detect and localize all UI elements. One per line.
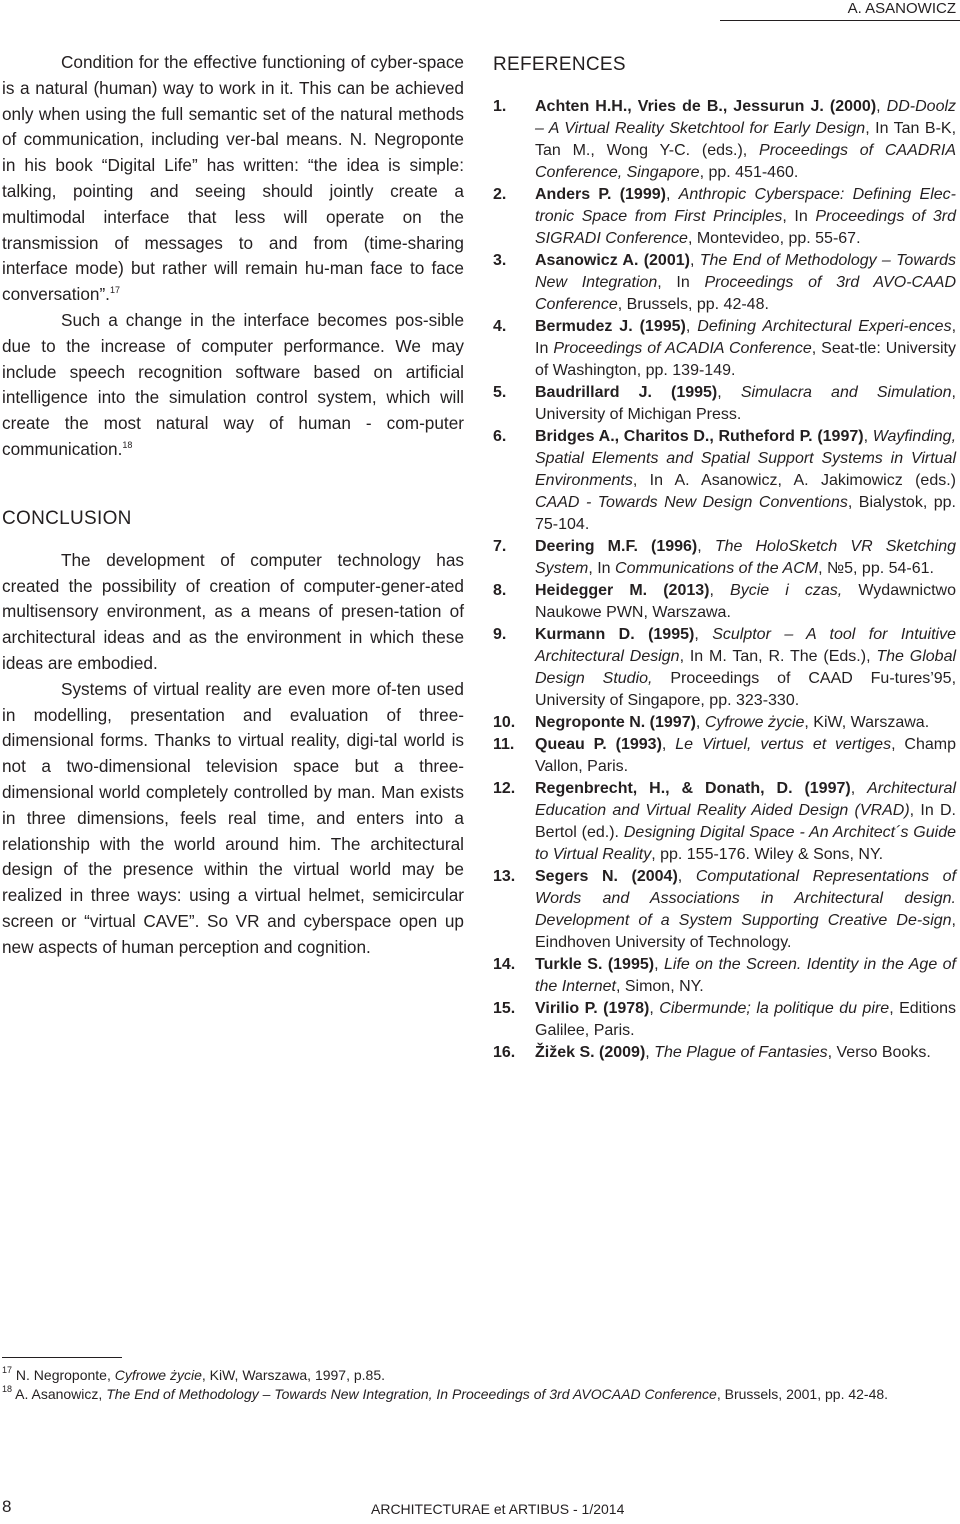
reference-item <box>493 954 956 998</box>
reference-title: Cibermunde; la politique du pire <box>659 1000 890 1017</box>
footnote-ref[interactable]: 18 <box>122 439 133 450</box>
conclusion-heading: CONCLUSION <box>2 507 132 529</box>
reference-separator: , <box>709 582 731 599</box>
reference-item <box>493 1042 956 1064</box>
reference-author: Queau P. <box>535 736 607 753</box>
reference-title: Computational Representations of Words and Associations in Architectural design. Development of a System Supporting Creative De-sign <box>535 868 957 929</box>
reference-source: The Global Design Studio, <box>535 648 957 687</box>
footnote <box>2 1366 956 1385</box>
reference-year: (1995) <box>632 318 686 335</box>
reference-item <box>493 250 956 316</box>
reference-details: , Verso Books. <box>827 1044 931 1061</box>
reference-separator: , <box>665 186 679 203</box>
reference-details: , In <box>782 208 816 225</box>
reference-source: Proceedings of 3rd AVO-CAAD Conference <box>535 274 956 313</box>
reference-item <box>493 96 956 184</box>
reference-number: 10. <box>493 714 516 731</box>
reference-title: Bycie i czas, <box>730 582 843 599</box>
reference-year: (1997) <box>812 428 864 445</box>
reference-item <box>493 580 956 624</box>
reference-separator: , <box>677 868 696 885</box>
reference-details: , Champ Vallon, Paris. <box>535 736 956 775</box>
body-paragraph <box>2 308 464 463</box>
reference-number: 4. <box>493 318 507 335</box>
reference-author: Turkle S. <box>535 956 603 973</box>
reference-title: The Plague of Fantasies <box>654 1044 828 1061</box>
reference-tail: , Brussels, pp. 42-48. <box>617 296 769 313</box>
reference-author: Kurmann D. <box>535 626 635 643</box>
reference-item <box>493 382 956 426</box>
reference-separator: , <box>685 318 698 335</box>
reference-number: 5. <box>493 384 507 401</box>
reference-year: (1995) <box>634 626 695 643</box>
reference-separator: , <box>876 98 887 115</box>
reference-tail: , №5, pp. 54-61. <box>818 560 934 577</box>
reference-title: Life on the Screen. Identity in the Age of the Internet <box>535 956 957 995</box>
reference-details: , In <box>588 560 616 577</box>
reference-details: , In A. Asanowicz, A. Jakimowicz (eds.) <box>632 472 956 489</box>
reference-number: 9. <box>493 626 507 643</box>
footnote-title: The End of Methodology – Towards New Integration, In Proceedings of 3rd AVOCAAD Conference <box>106 1386 717 1402</box>
reference-year: (2004) <box>617 868 678 885</box>
reference-title: Cyfrowe życie <box>704 714 805 731</box>
reference-number: 8. <box>493 582 507 599</box>
footnote-text: N. Negroponte, <box>12 1367 115 1383</box>
references-heading: REFERENCES <box>493 54 626 75</box>
reference-year: (1978) <box>597 1000 650 1017</box>
reference-separator: , <box>645 1044 655 1061</box>
reference-author: Anders P. <box>535 186 612 203</box>
reference-separator: , <box>863 428 873 445</box>
reference-tail: , Montevideo, pp. 55-67. <box>687 230 861 247</box>
reference-item <box>493 998 956 1042</box>
body-paragraph: Systems of virtual reality are even more of-ten used in modelling, presentation and evaluation of three-dimensional forms. Thanks to virtual reality, digi-tal world is not a two-dimensional television space but a three-dimensional world completely controlled by man. Man exists in three dimensions, feels real time, and enters into a relationship with the world around him. The architectural design of the presence within the virtual world may be realized in three ways: using a virtual helmet, semicircular screen or “virtual CAVE”. So VR and cyberspace open up new aspects of human perception and cognition. <box>2 678 464 957</box>
reference-number: 6. <box>493 428 507 445</box>
reference-item <box>493 536 956 580</box>
footnotes <box>2 1366 956 1404</box>
reference-year: (1993) <box>606 736 662 753</box>
reference-title: Anthropic Cyberspace: Defining Elec-tronic Space from First Principles <box>535 186 956 225</box>
reference-item <box>493 734 956 778</box>
reference-separator: , <box>654 956 664 973</box>
page-number: 8 <box>2 1497 12 1516</box>
running-head-author: A. ASANOWICZ <box>720 0 960 21</box>
reference-source: Proceedings of ACADIA Conference <box>553 340 812 357</box>
reference-year: (1995) <box>651 384 718 401</box>
reference-details: , Eindhoven University of Technology. <box>535 912 956 951</box>
reference-separator: , <box>689 252 700 269</box>
reference-title: Sculptor – A tool for Intuitive Architectural Design <box>535 626 956 665</box>
footnote-ref[interactable]: 17 <box>109 285 120 296</box>
paragraph-text: Condition for the effective functioning of cyber-space is a natural (human) way to work in it. This can be achieved only when using the full semantic set of the natural methods of communication, including ver-bal means. N. Negroponte in his book “Digital Life” has written: “the idea is simple: talking, pointing and seeing should jointly create a multimodal interface that less will operate on the transmission of messages to and from (time-sharing interface mode) but rather will remain hu-man face to face conversation”. <box>2 52 464 305</box>
reference-year: (2001) <box>638 252 690 269</box>
reference-source: Proceedings of CAADRIA Conference, Singapore <box>535 142 956 181</box>
right-column <box>493 52 956 1064</box>
reference-item <box>493 316 956 382</box>
body-paragraph <box>2 50 464 308</box>
reference-number: 7. <box>493 538 507 555</box>
reference-author: Virilio P. <box>535 1000 598 1017</box>
reference-year: (2000) <box>823 98 877 115</box>
reference-source: Proceedings of 3rd SIGRADI Conference <box>535 208 956 247</box>
reference-item <box>493 184 956 250</box>
footnote-divider <box>2 1357 122 1358</box>
reference-title: Simulacra and Simulation <box>740 384 952 401</box>
reference-separator: , <box>649 1000 660 1017</box>
reference-title: Defining Architectural Experi-ences <box>697 318 952 335</box>
left-column <box>2 50 464 961</box>
footnote-text: , Brussels, 2001, pp. 42-48. <box>716 1386 889 1402</box>
reference-separator: , <box>695 714 705 731</box>
footnote-title: Cyfrowe życie <box>114 1367 202 1383</box>
paragraph-text: Such a change in the interface becomes pos-sible due to the increase of computer performance. We may include speech recognition software based on artificial intelligence into the simulation control system, which will create the most natural way of human - com-puter communication. <box>2 309 464 459</box>
reference-item <box>493 778 956 866</box>
reference-author: Segers N. <box>535 868 618 885</box>
reference-tail: , pp. 451-460. <box>699 164 799 181</box>
body-paragraph: The development of computer technology has created the possibility of creation of computer-gener-ated multisensory environment, as a means of presen-tation of architectural ideas and as the environment in which these ideas are embodied. <box>2 549 464 673</box>
reference-details: Wydawnictwo Naukowe PWN, Warszawa. <box>535 582 957 621</box>
reference-details: , Simon, NY. <box>615 978 704 995</box>
reference-author: Bridges A., Charitos D., Rutheford P. <box>535 428 813 445</box>
reference-separator: , <box>697 538 715 555</box>
reference-number: 12. <box>493 780 516 797</box>
reference-separator: , <box>717 384 741 401</box>
reference-details: , University of Michigan Press. <box>535 384 956 423</box>
reference-author: Baudrillard J. <box>535 384 652 401</box>
reference-number: 16. <box>493 1044 516 1061</box>
reference-source: Communications of the ACM <box>615 560 819 577</box>
reference-title: Architectural Education and Virtual Reality Aided Design (VRAD) <box>535 780 956 819</box>
reference-number: 3. <box>493 252 507 269</box>
reference-details: , Editions Galilee, Paris. <box>535 1000 956 1039</box>
reference-year: (1999) <box>611 186 666 203</box>
reference-author: Asanowicz A. <box>535 252 639 269</box>
reference-author: Achten H.H., Vries de B., Jessurun J. <box>535 98 824 115</box>
reference-separator: , <box>694 626 713 643</box>
reference-title: The End of Methodology – Towards New Integration <box>535 252 957 291</box>
reference-details: , In D. Bertol (ed.). <box>535 802 956 841</box>
reference-list <box>493 96 956 1064</box>
reference-title: The HoloSketch VR Sketching System <box>535 538 957 577</box>
reference-year: (2013) <box>647 582 710 599</box>
reference-item <box>493 866 956 954</box>
reference-details: , In <box>657 274 705 291</box>
footnote <box>2 1385 956 1404</box>
journal-name: ARCHITECTURAE et ARTIBUS - 1/2014 <box>371 1501 625 1517</box>
reference-details: , KiW, Warszawa. <box>804 714 930 731</box>
reference-number: 2. <box>493 186 507 203</box>
reference-source: Designing Digital Space - An Architect´s Guide to Virtual Reality <box>535 824 957 863</box>
reference-tail: , Seat-tle: University of Washington, pp. 139-149. <box>535 340 956 379</box>
reference-author: Negroponte N. <box>535 714 646 731</box>
reference-tail: , pp. 155-176. Wiley & Sons, NY. <box>651 846 884 863</box>
reference-source: CAAD - Towards New Design Conventions <box>535 494 848 511</box>
footnote-number: 18 <box>2 1384 13 1394</box>
reference-number: 11. <box>493 736 515 753</box>
reference-tail: Proceedings of CAAD Fu-tures’95, University of Singapore, pp. 323-330. <box>535 670 957 709</box>
reference-year: (1996) <box>637 538 698 555</box>
reference-number: 1. <box>493 98 507 115</box>
reference-number: 15. <box>493 1000 516 1017</box>
reference-year: (1997) <box>645 714 696 731</box>
reference-year: (2009) <box>594 1044 646 1061</box>
reference-separator: , <box>850 780 868 797</box>
reference-separator: , <box>661 736 676 753</box>
reference-details: , In <box>535 318 957 357</box>
reference-tail: , Bialystok, pp. 75-104. <box>535 494 957 533</box>
reference-author: Deering M.F. <box>535 538 638 555</box>
reference-details: , In Tan B-K, Tan M., Wong Y-C. (eds.), <box>535 120 957 159</box>
footnote-number: 17 <box>2 1365 13 1375</box>
reference-title: Le Virtuel, vertus et vertiges <box>675 736 892 753</box>
reference-details: , In M. Tan, R. The (Eds.), <box>679 648 877 665</box>
reference-title: Wayfinding, Spatial Elements and Spatial Support Systems in Virtual Environments <box>535 428 957 489</box>
footnote-text: A. Asanowicz, <box>12 1386 107 1402</box>
reference-item <box>493 624 956 712</box>
reference-item <box>493 712 956 734</box>
reference-author: Žižek S. <box>535 1044 595 1061</box>
reference-author: Bermudez J. <box>535 318 633 335</box>
reference-author: Regenbrecht, H., & Donath, D. <box>535 780 793 797</box>
reference-year: (1995) <box>602 956 655 973</box>
reference-year: (1997) <box>792 780 851 797</box>
reference-item <box>493 426 956 536</box>
reference-number: 13. <box>493 868 516 885</box>
reference-author: Heidegger M. <box>535 582 648 599</box>
reference-number: 14. <box>493 956 516 973</box>
reference-title: DD-Doolz – A Virtual Reality Sketchtool for Early Design <box>535 98 957 137</box>
footnote-text: , KiW, Warszawa, 1997, p.85. <box>201 1367 386 1383</box>
